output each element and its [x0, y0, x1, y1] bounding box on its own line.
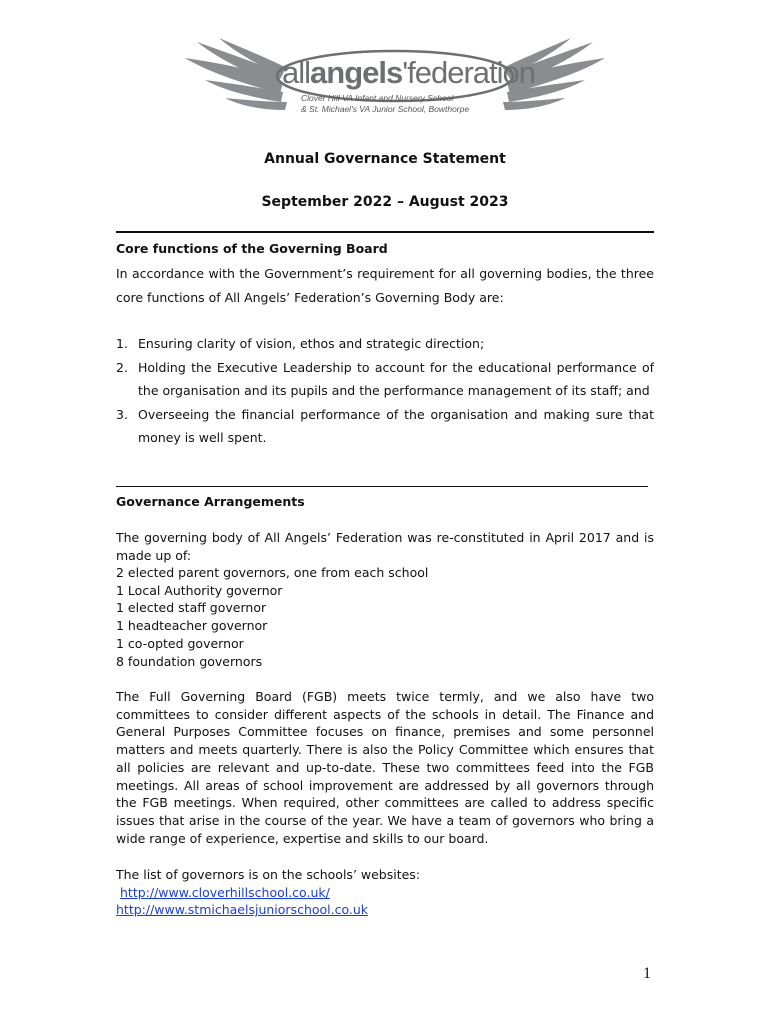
divider [116, 231, 654, 233]
list-item: 1 Local Authority governor [116, 582, 283, 598]
list-item: 8 foundation governors [116, 653, 263, 669]
list-item: 1 elected staff governor [116, 600, 267, 616]
governance-intro: The governing body of All Angels’ Federation was re-constituted in April 2017 and is made up of: [116, 530, 654, 563]
stmichaels-website-link[interactable]: http://www.stmichaelsjuniorschool.co.uk [116, 902, 369, 918]
websites-intro: The list of governors is on the schools’ websites: [116, 867, 421, 882]
list-item: 3. Overseeing the financial performance of the organisation and making sure that money is well spent. [116, 406, 654, 445]
federation-logo [185, 36, 605, 128]
governor-composition-list [116, 564, 654, 670]
websites-section [116, 866, 654, 919]
governance-paragraph: The Full Governing Board (FGB) meets twice termly, and we also have two committees to consider different aspects of the schools in detail. The Finance and General Purposes Committee focuses on finance, premises and some personnel matters and meets quarterly. There is also the Policy Committee which ensures that all policies are relevant and up-to-date. These two committees feed into the FGB meetings. All areas of school improvement are addressed by all governors through the FGB meetings. When required, other committees are called to address specific issues that arise in the course of the year. We have a team of governors who bring a wide range of experience, expertise and skills to our board. [116, 689, 654, 846]
list-item: 2. Holding the Executive Leadership to account for the educational performance of the organisation and its pupils and the performance management of its staff; and [116, 359, 654, 398]
governance-arrangements-heading: Governance Arrangements [116, 494, 305, 509]
core-functions-list [116, 332, 654, 450]
core-functions-intro: In accordance with the Government’s requirement for all governing bodies, the three core functions of All Angels’ Federation’s Governing Body are: [116, 266, 654, 305]
document-title: Annual Governance Statement [264, 151, 506, 167]
list-item: 1 headteacher governor [116, 618, 268, 634]
list-item: 1. Ensuring clarity of vision, ethos and strategic direction; [116, 336, 485, 351]
list-item: 2 elected parent governors, one from each school [116, 565, 429, 580]
logo-wordmark: allangels'federation [282, 55, 536, 90]
core-functions-heading: Core functions of the Governing Board [116, 241, 388, 256]
page-number: 1 [643, 965, 651, 982]
document-period: September 2022 – August 2023 [261, 194, 509, 210]
logo-subtitle: Clover Hill VA Infant and Nursery School & St. Michael's VA Junior School, Bowthorpe [301, 93, 470, 114]
cloverhill-website-link[interactable]: http://www.cloverhillschool.co.uk/ [120, 884, 330, 900]
divider [116, 486, 648, 487]
list-item: 1 co-opted governor [116, 635, 244, 651]
